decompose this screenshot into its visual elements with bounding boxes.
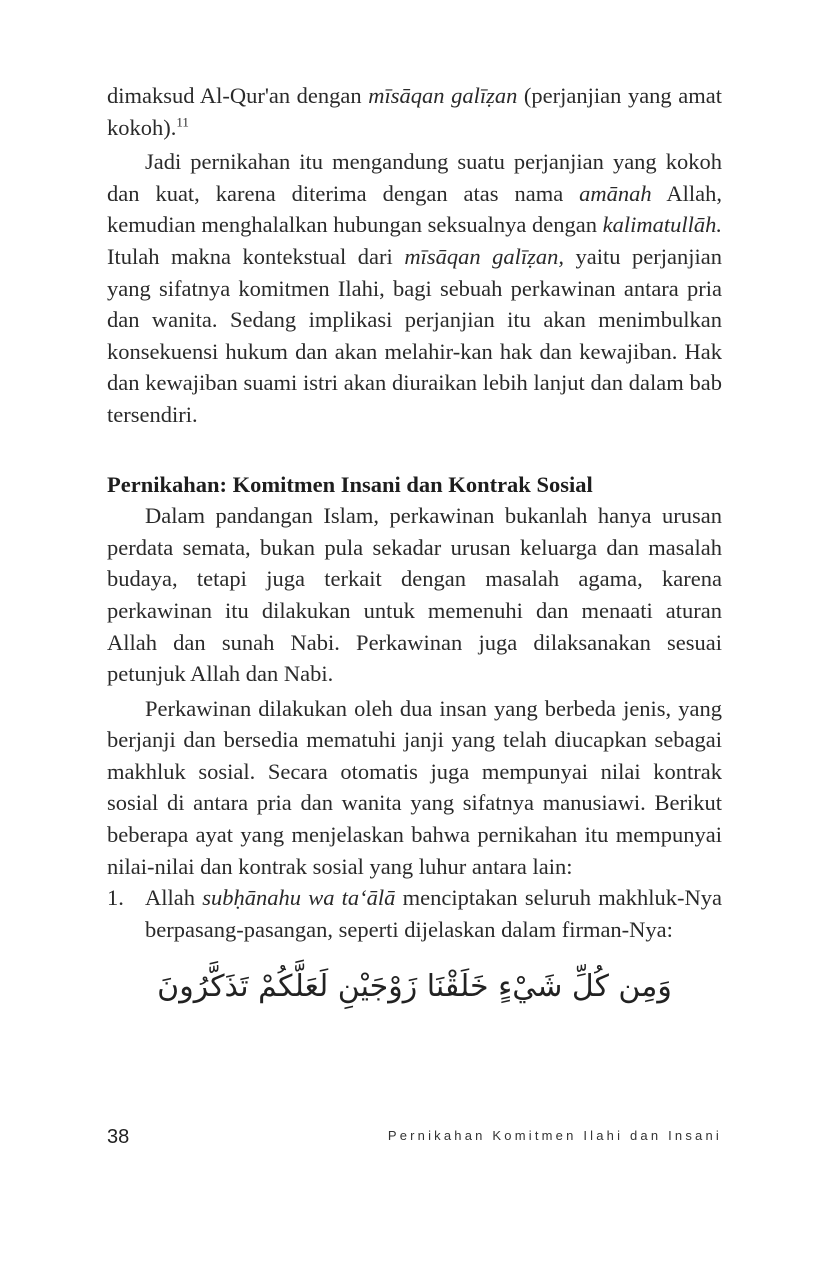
numbered-list (107, 882, 722, 945)
list-number: 1. (107, 885, 124, 911)
paragraph-continuation: dimaksud Al-Qur'an dengan mīsāqan galīẓan (perjanjian yang amat kokoh).$^{11}$ (107, 83, 722, 140)
page-number: 38 (107, 1126, 130, 1148)
list-item: 1. Allah subḥānahu wa ta‘ālā menciptakan seluruh makhluk-Nya berpasang-pasangan, seperti dijelaskan dalam firman-Nya: (107, 882, 722, 945)
paragraph-misaqan: Jadi pernikahan itu mengandung suatu perjanjian yang kokoh dan kuat, karena diterima dengan atas nama amānah Allah, kemudian menghalalkan hubungan seksualnya dengan kalimatullāh. Itulah makna kontekstual dari mīsāqan galīẓan, yaitu perjanjian yang sifatnya komitmen Ilahi, bagi sebuah perkawinan antara pria dan wanita. Sedang implikasi perjanjian itu akan menimbulkan konsekuensi hukum dan akan melahir-kan hak dan kewajiban. Hak dan kewajiban suami istri akan diuraikan lebih lanjut dan dalam bab tersendiri. (107, 149, 723, 427)
page-body (107, 80, 722, 1007)
paragraph-social-contract: Perkawinan dilakukan oleh dua insan yang berbeda jenis, yang berjanji dan bersedia mematuhi janji yang telah diucapkan sebagai makhluk sosial. Secara otomatis juga mempunyai nilai kontrak sosial di antara pria dan wanita yang sifatnya manusiawi. Berikut beberapa ayat yang menjelaskan bahwa pernikahan itu mempunyai nilai-nilai dan kontrak sosial yang luhur antara lain: (107, 695, 722, 879)
running-title: Pernikahan Komitmen Ilahi dan Insani (387, 1128, 722, 1143)
footnote-ref[interactable]: 11 (176, 114, 189, 130)
arabic-verse: وَمِن كُلِّ شَيْءٍ خَلَقْنَا زَوْجَيْنِ لَعَلَّكُمْ تَذَكَّرُونَ (157, 969, 672, 1005)
section-heading: Pernikahan: Komitmen Insani dan Kontrak Sosial (107, 471, 593, 497)
page-footer (107, 1124, 722, 1154)
paragraph-islam-view: Dalam pandangan Islam, perkawinan bukanlah hanya urusan perdata semata, bukan pula sekadar urusan keluarga dan masalah budaya, tetapi juga terkait dengan masalah agama, karena perkawinan itu dilakukan untuk memenuhi dan menaati aturan Allah dan sunah Nabi. Perkawinan juga dilaksanakan sesuai petunjuk Allah dan Nabi. (107, 503, 722, 687)
